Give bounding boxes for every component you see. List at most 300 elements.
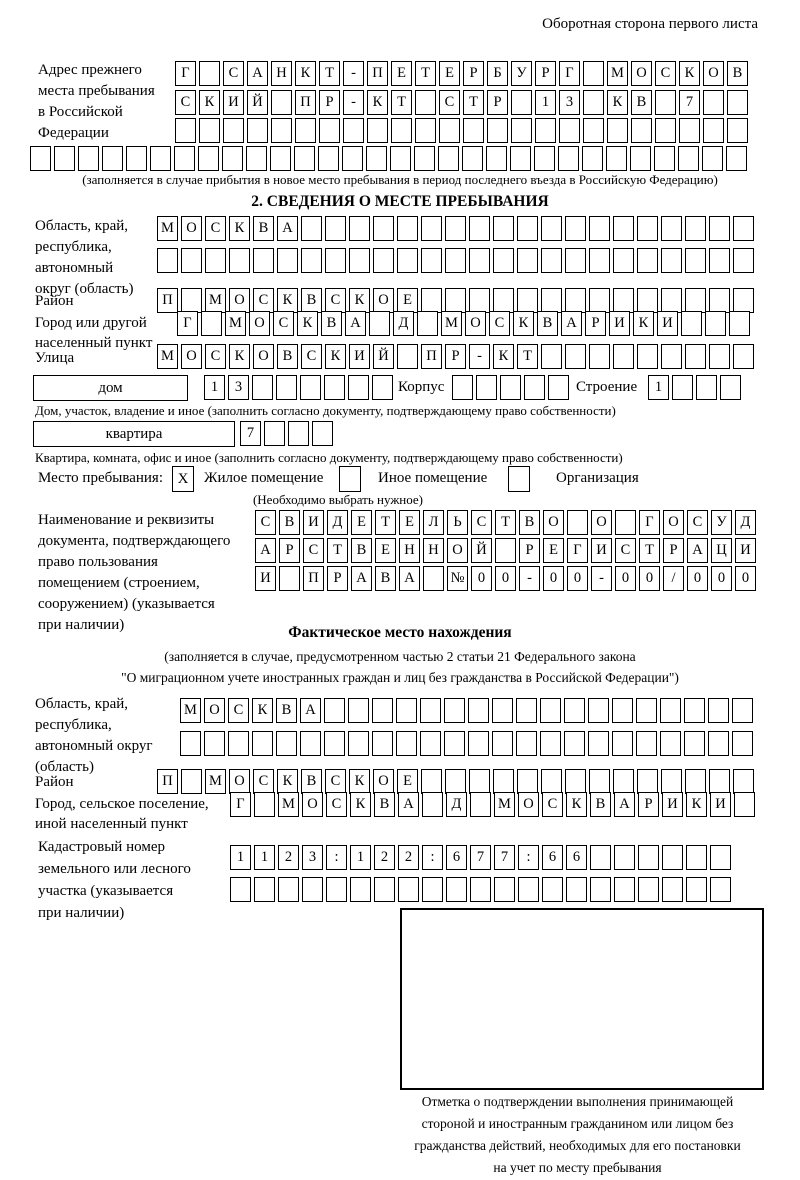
- char-box[interactable]: 0: [687, 566, 708, 591]
- char-box[interactable]: [318, 146, 339, 171]
- char-box[interactable]: Г: [639, 510, 660, 535]
- char-box[interactable]: [726, 146, 747, 171]
- char-box[interactable]: [685, 344, 706, 369]
- char-box[interactable]: [301, 216, 322, 241]
- region-row-2[interactable]: [157, 248, 754, 273]
- char-box[interactable]: С: [205, 216, 226, 241]
- char-box[interactable]: [720, 375, 741, 400]
- char-box[interactable]: [445, 769, 466, 794]
- char-box[interactable]: В: [321, 311, 342, 336]
- char-box[interactable]: А: [561, 311, 582, 336]
- char-box[interactable]: [654, 146, 675, 171]
- char-box[interactable]: К: [252, 698, 273, 723]
- char-box[interactable]: [278, 877, 299, 902]
- char-box[interactable]: [637, 344, 658, 369]
- char-box[interactable]: [589, 344, 610, 369]
- char-box[interactable]: П: [157, 769, 178, 794]
- char-box[interactable]: [732, 698, 753, 723]
- char-box[interactable]: [638, 845, 659, 870]
- char-box[interactable]: 0: [543, 566, 564, 591]
- char-box[interactable]: [469, 216, 490, 241]
- char-box[interactable]: Т: [415, 61, 436, 86]
- char-box[interactable]: [542, 877, 563, 902]
- char-box[interactable]: О: [631, 61, 652, 86]
- char-box[interactable]: 1: [535, 90, 556, 115]
- char-box[interactable]: [343, 118, 364, 143]
- char-box[interactable]: [372, 698, 393, 723]
- char-box[interactable]: [661, 288, 682, 313]
- char-box[interactable]: И: [349, 344, 370, 369]
- char-box[interactable]: [686, 845, 707, 870]
- char-box[interactable]: [727, 90, 748, 115]
- korpus-row[interactable]: [452, 375, 569, 400]
- char-box[interactable]: В: [301, 288, 322, 313]
- city-row[interactable]: [177, 311, 750, 336]
- char-box[interactable]: [271, 90, 292, 115]
- char-box[interactable]: К: [229, 344, 250, 369]
- char-box[interactable]: Н: [399, 538, 420, 563]
- char-box[interactable]: [391, 118, 412, 143]
- char-box[interactable]: М: [225, 311, 246, 336]
- char-box[interactable]: 6: [542, 845, 563, 870]
- char-box[interactable]: С: [301, 344, 322, 369]
- char-box[interactable]: [494, 877, 515, 902]
- char-box[interactable]: Й: [247, 90, 268, 115]
- char-box[interactable]: М: [205, 288, 226, 313]
- char-box[interactable]: [324, 698, 345, 723]
- char-box[interactable]: 7: [470, 845, 491, 870]
- char-box[interactable]: [294, 146, 315, 171]
- char-box[interactable]: [518, 877, 539, 902]
- char-box[interactable]: [302, 877, 323, 902]
- char-box[interactable]: [397, 216, 418, 241]
- char-box[interactable]: С: [325, 288, 346, 313]
- char-box[interactable]: [613, 769, 634, 794]
- char-box[interactable]: [223, 118, 244, 143]
- char-box[interactable]: С: [303, 538, 324, 563]
- char-box[interactable]: С: [255, 510, 276, 535]
- char-box[interactable]: [589, 769, 610, 794]
- char-box[interactable]: Т: [517, 344, 538, 369]
- char-box[interactable]: [606, 146, 627, 171]
- char-box[interactable]: С: [615, 538, 636, 563]
- char-box[interactable]: К: [297, 311, 318, 336]
- char-box[interactable]: [54, 146, 75, 171]
- char-box[interactable]: [500, 375, 521, 400]
- char-box[interactable]: К: [633, 311, 654, 336]
- char-box[interactable]: [630, 146, 651, 171]
- char-box[interactable]: В: [537, 311, 558, 336]
- char-box[interactable]: /: [663, 566, 684, 591]
- char-box[interactable]: О: [543, 510, 564, 535]
- char-box[interactable]: [541, 288, 562, 313]
- char-box[interactable]: [516, 698, 537, 723]
- char-box[interactable]: [517, 288, 538, 313]
- char-box[interactable]: 7: [494, 845, 515, 870]
- char-box[interactable]: [535, 118, 556, 143]
- char-box[interactable]: [541, 216, 562, 241]
- char-box[interactable]: [613, 248, 634, 273]
- char-box[interactable]: [631, 118, 652, 143]
- char-box[interactable]: [583, 61, 604, 86]
- char-box[interactable]: -: [591, 566, 612, 591]
- apartment-field-box[interactable]: квартира: [33, 421, 235, 447]
- char-box[interactable]: С: [273, 311, 294, 336]
- char-box[interactable]: [390, 146, 411, 171]
- char-box[interactable]: [396, 731, 417, 756]
- char-box[interactable]: [734, 792, 755, 817]
- char-box[interactable]: [493, 248, 514, 273]
- char-box[interactable]: [567, 510, 588, 535]
- char-box[interactable]: [469, 248, 490, 273]
- char-box[interactable]: С: [655, 61, 676, 86]
- char-box[interactable]: В: [351, 538, 372, 563]
- char-box[interactable]: [445, 216, 466, 241]
- char-box[interactable]: [421, 769, 442, 794]
- char-box[interactable]: 3: [302, 845, 323, 870]
- char-box[interactable]: А: [614, 792, 635, 817]
- char-box[interactable]: [678, 146, 699, 171]
- char-box[interactable]: И: [609, 311, 630, 336]
- char-box[interactable]: Р: [463, 61, 484, 86]
- char-box[interactable]: [78, 146, 99, 171]
- char-box[interactable]: Т: [327, 538, 348, 563]
- char-box[interactable]: С: [175, 90, 196, 115]
- char-box[interactable]: Й: [373, 344, 394, 369]
- char-box[interactable]: №: [447, 566, 468, 591]
- char-box[interactable]: [348, 731, 369, 756]
- char-box[interactable]: В: [276, 698, 297, 723]
- char-box[interactable]: [590, 845, 611, 870]
- char-box[interactable]: Е: [397, 288, 418, 313]
- char-box[interactable]: П: [421, 344, 442, 369]
- char-box[interactable]: [325, 248, 346, 273]
- char-box[interactable]: [254, 792, 275, 817]
- char-box[interactable]: М: [157, 216, 178, 241]
- char-box[interactable]: [661, 769, 682, 794]
- char-box[interactable]: [421, 216, 442, 241]
- char-box[interactable]: Р: [487, 90, 508, 115]
- char-box[interactable]: 7: [240, 421, 261, 446]
- char-box[interactable]: [271, 118, 292, 143]
- char-box[interactable]: 1: [254, 845, 275, 870]
- char-box[interactable]: [415, 90, 436, 115]
- char-box[interactable]: Т: [375, 510, 396, 535]
- char-box[interactable]: [252, 731, 273, 756]
- char-box[interactable]: [710, 845, 731, 870]
- char-box[interactable]: [709, 216, 730, 241]
- char-box[interactable]: [613, 216, 634, 241]
- char-box[interactable]: [175, 118, 196, 143]
- char-box[interactable]: Д: [393, 311, 414, 336]
- char-box[interactable]: [565, 288, 586, 313]
- char-box[interactable]: О: [703, 61, 724, 86]
- char-box[interactable]: [444, 731, 465, 756]
- char-box[interactable]: М: [607, 61, 628, 86]
- char-box[interactable]: [422, 792, 443, 817]
- char-box[interactable]: [181, 769, 202, 794]
- char-box[interactable]: Р: [663, 538, 684, 563]
- char-box[interactable]: 3: [559, 90, 580, 115]
- char-box[interactable]: [492, 731, 513, 756]
- actual-city-row[interactable]: [230, 792, 755, 817]
- char-box[interactable]: [300, 731, 321, 756]
- char-box[interactable]: Т: [319, 61, 340, 86]
- char-box[interactable]: О: [204, 698, 225, 723]
- char-box[interactable]: [30, 146, 51, 171]
- char-box[interactable]: [534, 146, 555, 171]
- char-box[interactable]: М: [180, 698, 201, 723]
- char-box[interactable]: [445, 248, 466, 273]
- char-box[interactable]: О: [249, 311, 270, 336]
- char-box[interactable]: С: [687, 510, 708, 535]
- char-box[interactable]: С: [439, 90, 460, 115]
- char-box[interactable]: [511, 118, 532, 143]
- char-box[interactable]: К: [679, 61, 700, 86]
- char-box[interactable]: А: [398, 792, 419, 817]
- char-box[interactable]: [438, 146, 459, 171]
- char-box[interactable]: У: [711, 510, 732, 535]
- apartment-number-row[interactable]: [240, 421, 333, 446]
- char-box[interactable]: [397, 344, 418, 369]
- char-box[interactable]: Е: [399, 510, 420, 535]
- char-box[interactable]: [727, 118, 748, 143]
- street-row[interactable]: [157, 344, 754, 369]
- char-box[interactable]: И: [223, 90, 244, 115]
- char-box[interactable]: С: [489, 311, 510, 336]
- char-box[interactable]: С: [471, 510, 492, 535]
- char-box[interactable]: Р: [319, 90, 340, 115]
- char-box[interactable]: О: [229, 288, 250, 313]
- prev-address-row-3[interactable]: [175, 118, 748, 143]
- char-box[interactable]: [229, 248, 250, 273]
- char-box[interactable]: [366, 146, 387, 171]
- char-box[interactable]: [463, 118, 484, 143]
- char-box[interactable]: Г: [175, 61, 196, 86]
- char-box[interactable]: [295, 118, 316, 143]
- char-box[interactable]: [672, 375, 693, 400]
- char-box[interactable]: [102, 146, 123, 171]
- char-box[interactable]: [517, 248, 538, 273]
- char-box[interactable]: А: [345, 311, 366, 336]
- char-box[interactable]: [350, 877, 371, 902]
- char-box[interactable]: [254, 877, 275, 902]
- char-box[interactable]: [612, 698, 633, 723]
- char-box[interactable]: Р: [445, 344, 466, 369]
- char-box[interactable]: [655, 118, 676, 143]
- char-box[interactable]: В: [727, 61, 748, 86]
- char-box[interactable]: [541, 769, 562, 794]
- char-box[interactable]: [709, 769, 730, 794]
- char-box[interactable]: [703, 90, 724, 115]
- char-box[interactable]: [661, 216, 682, 241]
- char-box[interactable]: 0: [471, 566, 492, 591]
- char-box[interactable]: [421, 288, 442, 313]
- char-box[interactable]: 0: [495, 566, 516, 591]
- char-box[interactable]: [679, 118, 700, 143]
- char-box[interactable]: Р: [638, 792, 659, 817]
- char-box[interactable]: К: [686, 792, 707, 817]
- char-box[interactable]: 2: [374, 845, 395, 870]
- char-box[interactable]: [423, 566, 444, 591]
- char-box[interactable]: [589, 248, 610, 273]
- char-box[interactable]: [733, 248, 754, 273]
- char-box[interactable]: [369, 311, 390, 336]
- char-box[interactable]: [564, 698, 585, 723]
- char-box[interactable]: О: [181, 344, 202, 369]
- char-box[interactable]: А: [277, 216, 298, 241]
- char-box[interactable]: 1: [230, 845, 251, 870]
- char-box[interactable]: [588, 698, 609, 723]
- prev-address-row-2[interactable]: [175, 90, 748, 115]
- char-box[interactable]: [157, 248, 178, 273]
- char-box[interactable]: [709, 248, 730, 273]
- char-box[interactable]: В: [590, 792, 611, 817]
- char-box[interactable]: [696, 375, 717, 400]
- char-box[interactable]: О: [518, 792, 539, 817]
- char-box[interactable]: [342, 146, 363, 171]
- char-box[interactable]: [681, 311, 702, 336]
- char-box[interactable]: [445, 288, 466, 313]
- char-box[interactable]: [708, 731, 729, 756]
- char-box[interactable]: [396, 698, 417, 723]
- char-box[interactable]: П: [367, 61, 388, 86]
- char-box[interactable]: С: [325, 769, 346, 794]
- char-box[interactable]: С: [542, 792, 563, 817]
- char-box[interactable]: -: [343, 90, 364, 115]
- char-box[interactable]: [367, 118, 388, 143]
- char-box[interactable]: [348, 375, 369, 400]
- char-box[interactable]: [517, 216, 538, 241]
- char-box[interactable]: [444, 698, 465, 723]
- char-box[interactable]: [325, 216, 346, 241]
- char-box[interactable]: [607, 118, 628, 143]
- char-box[interactable]: [638, 877, 659, 902]
- char-box[interactable]: [470, 877, 491, 902]
- char-box[interactable]: И: [255, 566, 276, 591]
- char-box[interactable]: [199, 61, 220, 86]
- char-box[interactable]: О: [663, 510, 684, 535]
- char-box[interactable]: О: [373, 288, 394, 313]
- char-box[interactable]: [541, 248, 562, 273]
- char-box[interactable]: [421, 248, 442, 273]
- char-box[interactable]: [487, 118, 508, 143]
- char-box[interactable]: [583, 118, 604, 143]
- char-box[interactable]: А: [351, 566, 372, 591]
- char-box[interactable]: К: [566, 792, 587, 817]
- char-box[interactable]: [637, 288, 658, 313]
- char-box[interactable]: [686, 877, 707, 902]
- char-box[interactable]: Д: [327, 510, 348, 535]
- char-box[interactable]: 0: [711, 566, 732, 591]
- char-box[interactable]: [685, 248, 706, 273]
- char-box[interactable]: [414, 146, 435, 171]
- char-box[interactable]: [276, 731, 297, 756]
- char-box[interactable]: [264, 421, 285, 446]
- char-box[interactable]: [373, 216, 394, 241]
- char-box[interactable]: [709, 288, 730, 313]
- char-box[interactable]: [349, 248, 370, 273]
- char-box[interactable]: В: [374, 792, 395, 817]
- char-box[interactable]: [684, 731, 705, 756]
- char-box[interactable]: [590, 877, 611, 902]
- char-box[interactable]: П: [295, 90, 316, 115]
- char-box[interactable]: В: [301, 769, 322, 794]
- char-box[interactable]: К: [277, 769, 298, 794]
- char-box[interactable]: Ь: [447, 510, 468, 535]
- char-box[interactable]: [493, 288, 514, 313]
- char-box[interactable]: [709, 344, 730, 369]
- char-box[interactable]: [524, 375, 545, 400]
- char-box[interactable]: [174, 146, 195, 171]
- char-box[interactable]: У: [511, 61, 532, 86]
- char-box[interactable]: Н: [423, 538, 444, 563]
- char-box[interactable]: Е: [375, 538, 396, 563]
- doc-row-2[interactable]: [255, 538, 756, 563]
- char-box[interactable]: [583, 90, 604, 115]
- char-box[interactable]: О: [302, 792, 323, 817]
- char-box[interactable]: [564, 731, 585, 756]
- char-box[interactable]: [565, 344, 586, 369]
- char-box[interactable]: М: [441, 311, 462, 336]
- char-box[interactable]: [615, 510, 636, 535]
- house-field-box[interactable]: дом: [33, 375, 188, 401]
- char-box[interactable]: К: [349, 769, 370, 794]
- char-box[interactable]: В: [253, 216, 274, 241]
- char-box[interactable]: [247, 118, 268, 143]
- char-box[interactable]: -: [519, 566, 540, 591]
- char-box[interactable]: [422, 877, 443, 902]
- char-box[interactable]: :: [326, 845, 347, 870]
- char-box[interactable]: [662, 845, 683, 870]
- char-box[interactable]: [565, 769, 586, 794]
- char-box[interactable]: С: [223, 61, 244, 86]
- char-box[interactable]: И: [591, 538, 612, 563]
- char-box[interactable]: 0: [735, 566, 756, 591]
- char-box[interactable]: [662, 877, 683, 902]
- char-box[interactable]: Р: [535, 61, 556, 86]
- char-box[interactable]: К: [295, 61, 316, 86]
- char-box[interactable]: [660, 731, 681, 756]
- char-box[interactable]: 0: [615, 566, 636, 591]
- char-box[interactable]: [417, 311, 438, 336]
- char-box[interactable]: Т: [463, 90, 484, 115]
- char-box[interactable]: [468, 731, 489, 756]
- char-box[interactable]: [637, 216, 658, 241]
- char-box[interactable]: [420, 698, 441, 723]
- char-box[interactable]: [565, 248, 586, 273]
- char-box[interactable]: [493, 769, 514, 794]
- char-box[interactable]: [246, 146, 267, 171]
- char-box[interactable]: [516, 731, 537, 756]
- char-box[interactable]: [685, 769, 706, 794]
- stroenie-row[interactable]: [648, 375, 741, 400]
- char-box[interactable]: [733, 216, 754, 241]
- char-box[interactable]: [733, 769, 754, 794]
- char-box[interactable]: [198, 146, 219, 171]
- actual-region-row-2[interactable]: [180, 731, 753, 756]
- char-box[interactable]: А: [687, 538, 708, 563]
- checkbox-residential[interactable]: X: [172, 466, 194, 492]
- char-box[interactable]: [612, 731, 633, 756]
- char-box[interactable]: [636, 698, 657, 723]
- char-box[interactable]: 2: [278, 845, 299, 870]
- char-box[interactable]: К: [493, 344, 514, 369]
- actual-district-row[interactable]: [157, 769, 754, 794]
- char-box[interactable]: [326, 877, 347, 902]
- char-box[interactable]: [372, 375, 393, 400]
- char-box[interactable]: А: [247, 61, 268, 86]
